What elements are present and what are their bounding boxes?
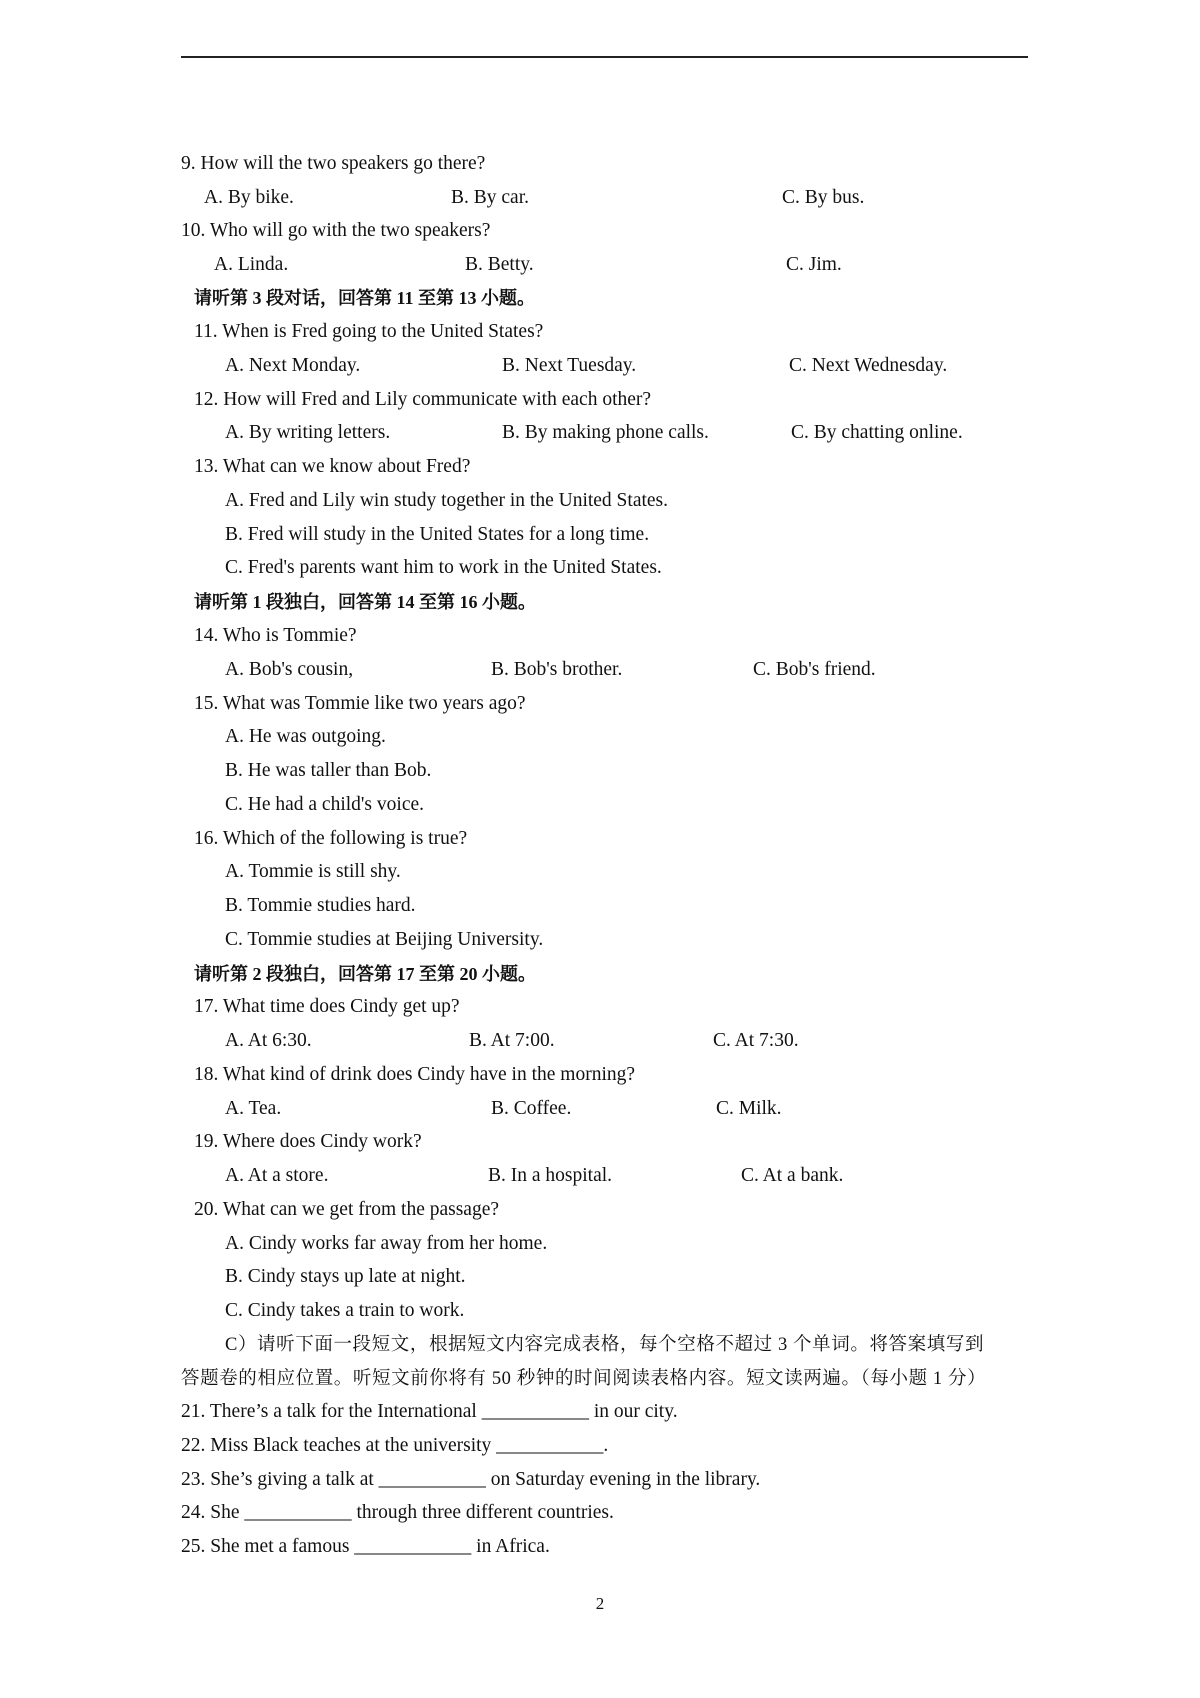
question-17-option-b: B. At 7:00. (469, 1030, 555, 1051)
question-20-option-c: C. Cindy takes a train to work. (225, 1300, 465, 1321)
question-19-option-b: B. In a hospital. (488, 1165, 613, 1186)
question-17-stem: 17. What time does Cindy get up? (194, 996, 460, 1017)
section-heading-dialogue-3: 请听第 3 段对话，回答第 11 至第 13 小题。 (194, 288, 536, 308)
question-9-option-c: C. By bus. (782, 187, 865, 208)
question-19-option-c: C. At a bank. (741, 1165, 844, 1186)
question-12-option-c: C. By chatting online. (791, 422, 963, 443)
question-15-option-b: B. He was taller than Bob. (225, 760, 432, 781)
question-13-option-b: B. Fred will study in the United States for a long time. (225, 524, 650, 545)
question-18-option-b: B. Coffee. (491, 1098, 572, 1119)
question-13-stem: 13. What can we know about Fred? (194, 456, 471, 477)
part-c-instructions-line-2: 答题卷的相应位置。听短文前你将有 50 秒钟的时间阅读表格内容。短文读两遍。（每小题 1 分） (181, 1369, 987, 1389)
question-18-stem: 18. What kind of drink does Cindy have in the morning? (194, 1064, 636, 1085)
header-rule (181, 56, 1028, 58)
question-11-option-b: B. Next Tuesday. (502, 355, 637, 376)
question-16-option-c: C. Tommie studies at Beijing University. (225, 929, 544, 950)
question-20-option-a: A. Cindy works far away from her home. (225, 1233, 548, 1254)
question-15-option-a: A. He was outgoing. (225, 726, 386, 747)
part-c-instructions-line-1: C）请听下面一段短文，根据短文内容完成表格，每个空格不超过 3 个单词。将答案填写到 (225, 1335, 985, 1355)
question-16-option-b: B. Tommie studies hard. (225, 895, 416, 916)
question-16-option-a: A. Tommie is still shy. (225, 861, 401, 882)
question-12-option-a: A. By writing letters. (225, 422, 391, 443)
fill-in-item-21: 21. There’s a talk for the International ___________ in our city. (181, 1401, 678, 1422)
fill-in-item-25: 25. She met a famous ____________ in Africa. (181, 1536, 550, 1557)
question-19-stem: 19. Where does Cindy work? (194, 1131, 422, 1152)
question-15-stem: 15. What was Tommie like two years ago? (194, 693, 526, 714)
question-9-stem: 9. How will the two speakers go there? (181, 153, 486, 174)
question-12-option-b: B. By making phone calls. (502, 422, 709, 443)
question-17-option-c: C. At 7:30. (713, 1030, 799, 1051)
question-9-option-a: A. By bike. (204, 187, 294, 208)
question-20-option-b: B. Cindy stays up late at night. (225, 1266, 466, 1287)
question-16-stem: 16. Which of the following is true? (194, 828, 468, 849)
question-10-option-c: C. Jim. (786, 254, 842, 275)
question-10-option-b: B. Betty. (465, 254, 534, 275)
fill-in-item-24: 24. She ___________ through three different countries. (181, 1502, 614, 1523)
question-10-option-a: A. Linda. (214, 254, 289, 275)
question-10-stem: 10. Who will go with the two speakers? (181, 220, 491, 241)
question-11-stem: 11. When is Fred going to the United States? (194, 321, 544, 342)
question-18-option-c: C. Milk. (716, 1098, 782, 1119)
question-15-option-c: C. He had a child's voice. (225, 794, 424, 815)
question-17-option-a: A. At 6:30. (225, 1030, 312, 1051)
fill-in-item-22: 22. Miss Black teaches at the university ___________. (181, 1435, 609, 1456)
section-heading-monologue-1: 请听第 1 段独白，回答第 14 至第 16 小题。 (194, 592, 536, 612)
question-11-option-a: A. Next Monday. (225, 355, 361, 376)
question-20-stem: 20. What can we get from the passage? (194, 1199, 500, 1220)
question-19-option-a: A. At a store. (225, 1165, 329, 1186)
question-14-option-b: B. Bob's brother. (491, 659, 623, 680)
question-13-option-a: A. Fred and Lily win study together in the United States. (225, 490, 669, 511)
question-14-option-c: C. Bob's friend. (753, 659, 876, 680)
section-heading-monologue-2: 请听第 2 段独白，回答第 17 至第 20 小题。 (194, 964, 536, 984)
question-12-stem: 12. How will Fred and Lily communicate with each other? (194, 389, 652, 410)
page-number: 2 (595, 1594, 605, 1613)
question-18-option-a: A. Tea. (225, 1098, 282, 1119)
question-9-option-b: B. By car. (451, 187, 529, 208)
fill-in-item-23: 23. She’s giving a talk at ___________ on Saturday evening in the library. (181, 1469, 761, 1490)
question-14-stem: 14. Who is Tommie? (194, 625, 357, 646)
question-11-option-c: C. Next Wednesday. (789, 355, 948, 376)
question-13-option-c: C. Fred's parents want him to work in the United States. (225, 557, 662, 578)
question-14-option-a: A. Bob's cousin, (225, 659, 354, 680)
